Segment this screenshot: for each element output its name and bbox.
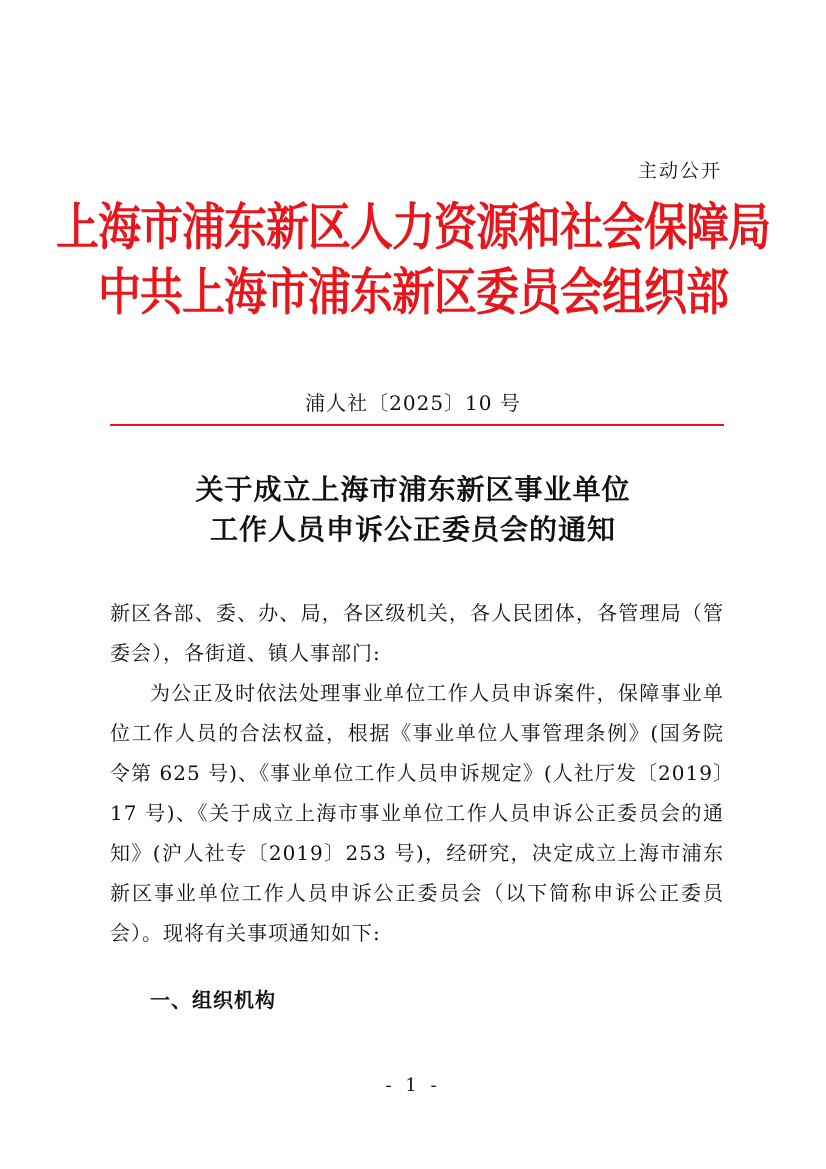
issuer-name-line-2: 中共上海市浦东新区委员会组织部 <box>98 263 728 323</box>
document-title-line-2: 工作人员申诉公正委员会的通知 <box>209 513 616 546</box>
document-title-line-1: 关于成立上海市浦东新区事业单位 <box>195 473 631 506</box>
page-number: - 1 - <box>385 1075 441 1096</box>
body-paragraph-1: 为公正及时依法处理事业单位工作人员申诉案件，保障事业单位工作人员的合法权益，根据《事业单位人事管理条例》(国务院令第 625 号)、《事业单位工作人员申诉规定》(人社厅发〔2019〕17 号)、《关于成立上海市事业单位工作人员申诉公正委员会的通知》(沪人社专〔2019〕253 号)，经研究，决定成立上海市浦东新区事业单位工作人员申诉公正委员会（以下简称申诉公正委员会）。现将有关事项通知如下: <box>110 681 724 945</box>
document-number: 浦人社〔2025〕10 号 <box>305 391 521 415</box>
section-heading-1: 一、组织机构 <box>150 988 276 1012</box>
salutation: 新区各部、委、办、局，各区级机关，各人民团体，各管理局（管委会），各街道、镇人事部门: <box>110 601 724 665</box>
issuer-name-line-1: 上海市浦东新区人力资源和社会保障局 <box>56 198 770 258</box>
document-body <box>110 593 724 953</box>
red-separator-line <box>110 424 724 426</box>
disclosure-label: 主动公开 <box>637 160 722 182</box>
